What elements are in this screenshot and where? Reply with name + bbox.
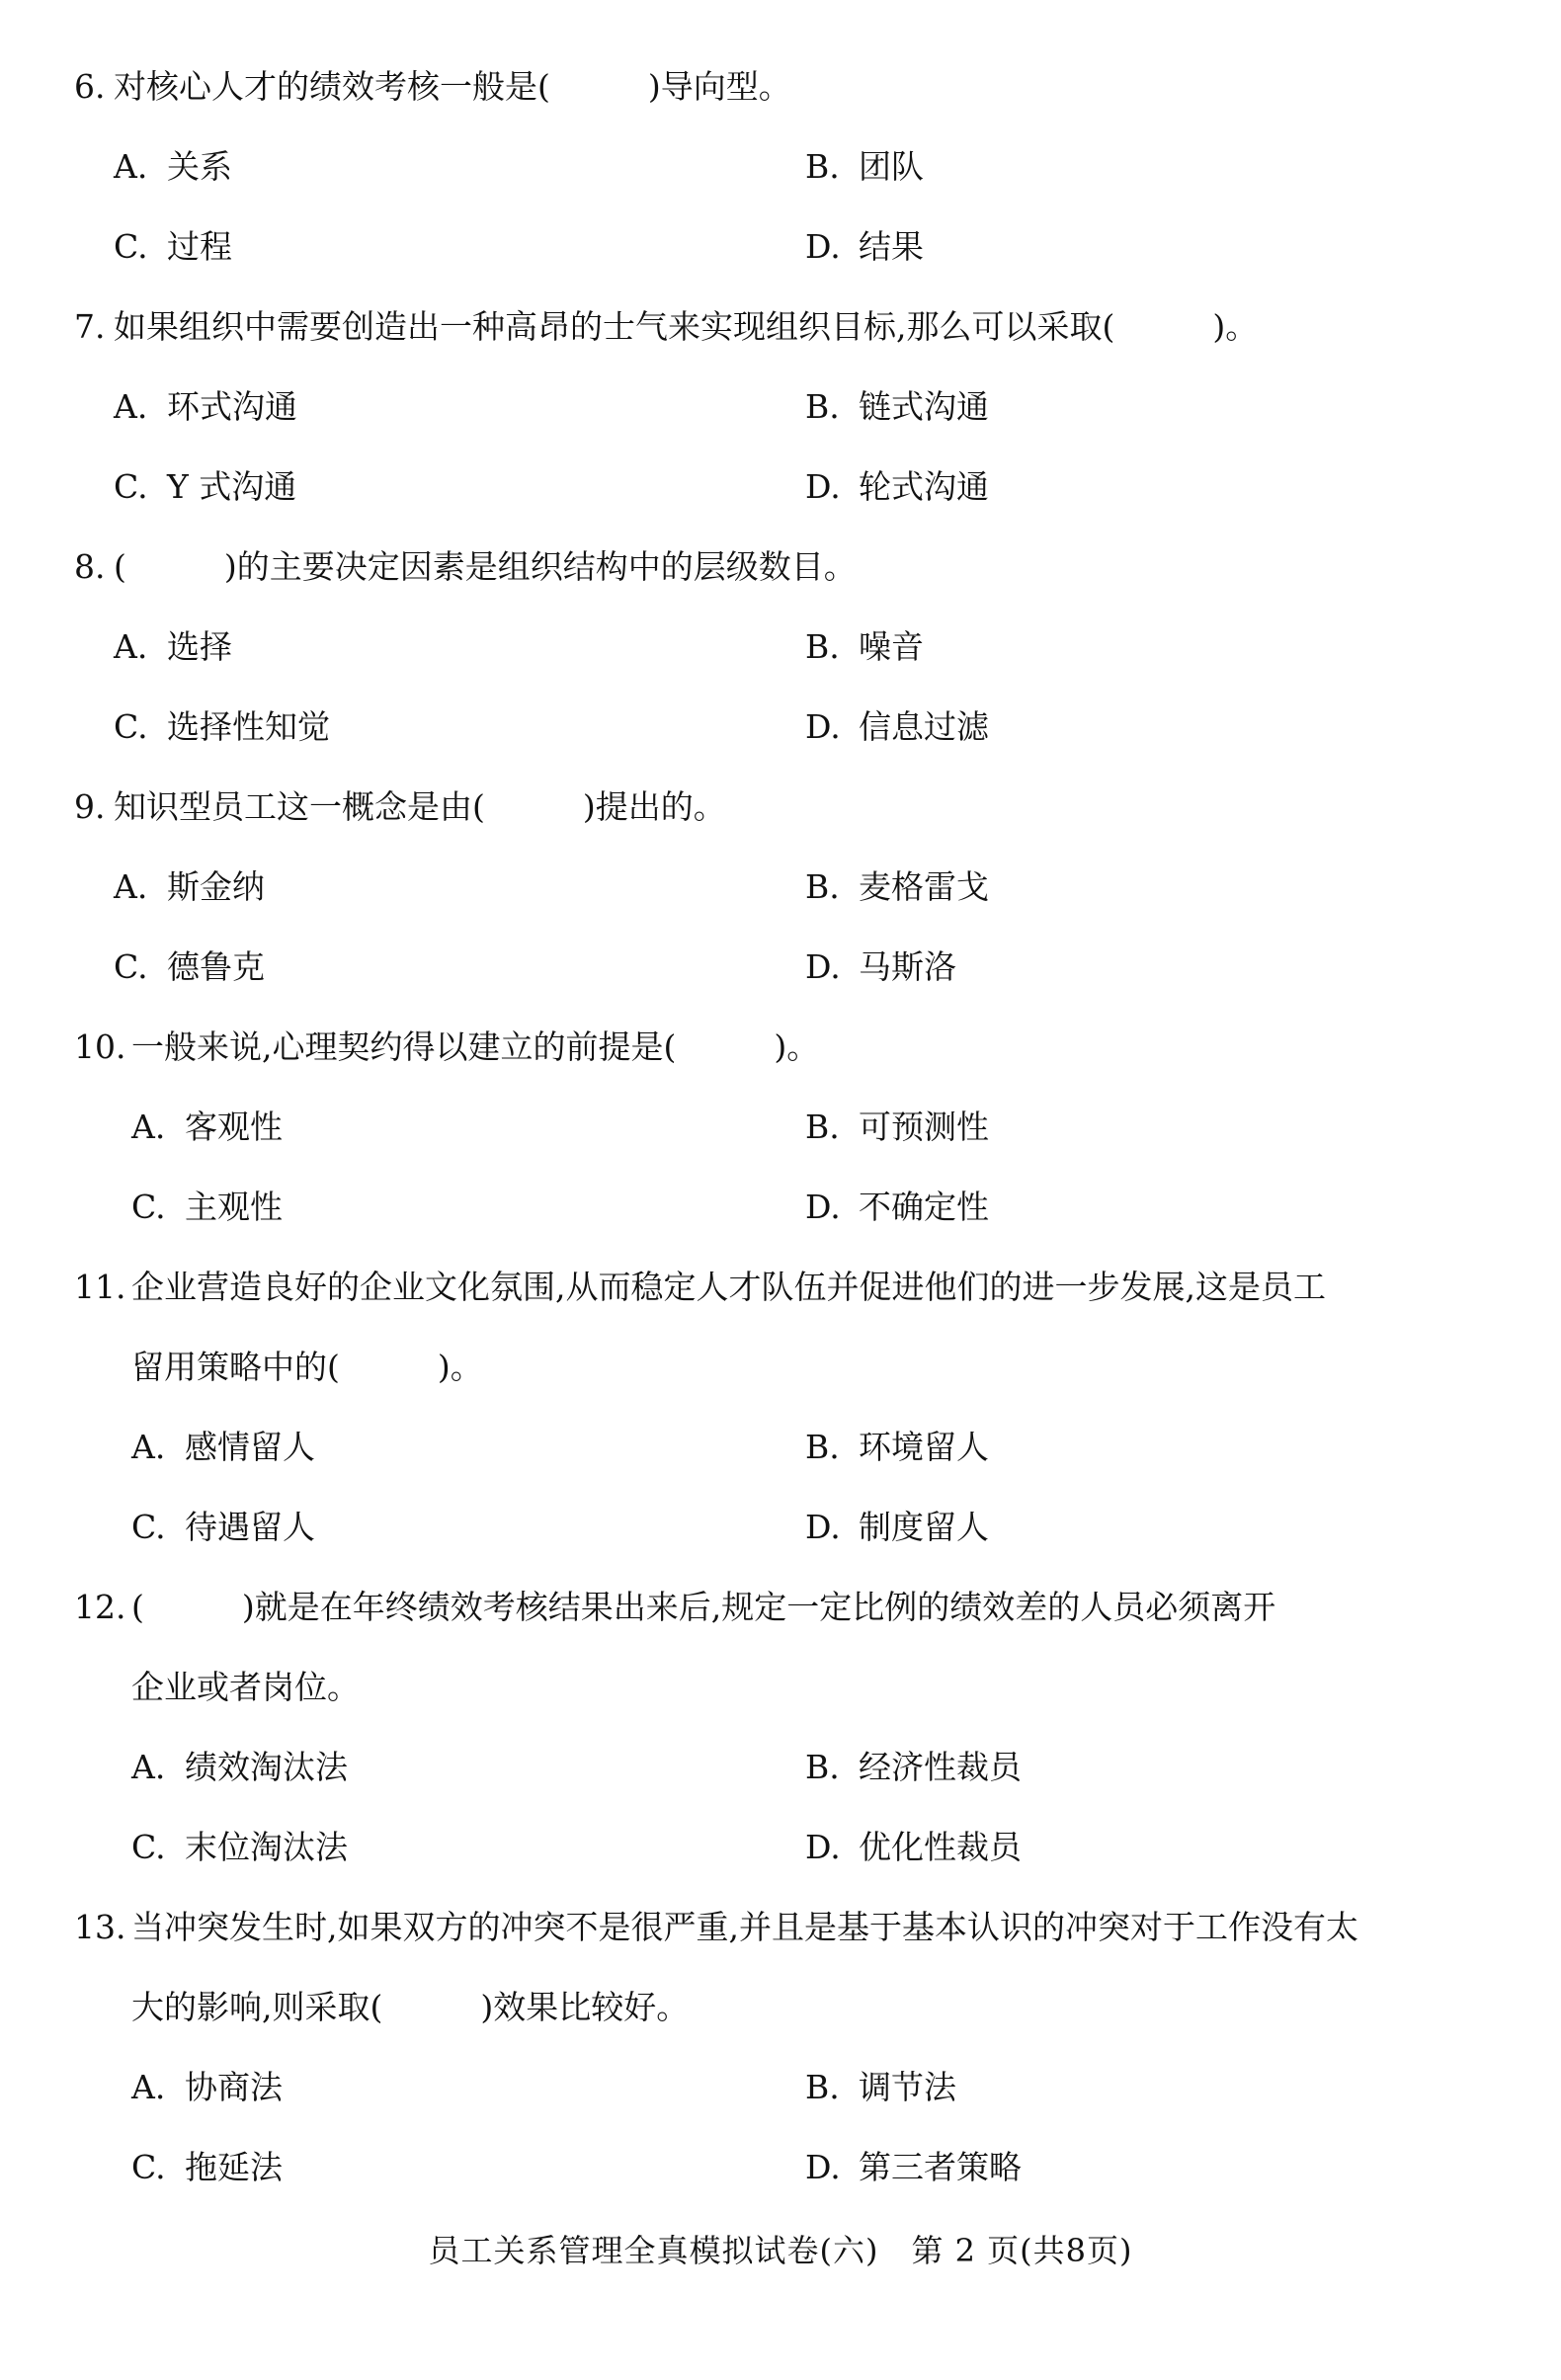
option-d — [805, 1496, 989, 1559]
question-number: 8. — [74, 547, 106, 586]
option-text: 经济性裁员 — [859, 1748, 1022, 1786]
option-text: 环境留人 — [859, 1428, 989, 1466]
option-text: 优化性裁员 — [859, 1828, 1022, 1866]
question-number: 10. — [74, 1027, 126, 1066]
question-text: 当冲突发生时,如果双方的冲突不是很严重,并且是基于基本认识的冲突对于工作没有太 — [131, 1908, 1358, 1946]
question-text: 企业或者岗位。 — [131, 1668, 360, 1706]
option-letter: B. — [805, 1428, 840, 1466]
option-letter: A. — [114, 867, 148, 906]
option-text: 麦格雷戈 — [859, 867, 989, 906]
question-stem — [0, 1016, 1561, 1079]
option-a — [114, 375, 297, 439]
option-row — [0, 856, 1561, 919]
option-row — [0, 375, 1561, 439]
option-letter: C. — [131, 1188, 166, 1226]
question-text: 大的影响,则采取( )效果比较好。 — [131, 1988, 690, 2026]
option-b — [805, 135, 924, 199]
option-text: 主观性 — [185, 1188, 283, 1226]
question-stem-continued — [0, 1976, 1561, 2039]
option-text: 感情留人 — [185, 1428, 315, 1466]
option-text: 制度留人 — [859, 1508, 989, 1546]
option-text: 第三者策略 — [859, 2148, 1022, 2186]
option-letter: D. — [805, 1508, 841, 1546]
option-text: 环式沟通 — [167, 387, 297, 426]
option-letter: C. — [114, 707, 148, 746]
option-text: 客观性 — [185, 1108, 283, 1146]
option-b — [805, 2056, 956, 2119]
option-letter: D. — [805, 947, 841, 986]
option-text: 马斯洛 — [859, 947, 956, 986]
option-row — [0, 455, 1561, 519]
option-text: 团队 — [859, 147, 924, 186]
option-text: 过程 — [167, 227, 232, 266]
option-text: 斯金纳 — [167, 867, 265, 906]
option-row — [0, 1816, 1561, 1879]
option-b — [805, 856, 989, 919]
question-stem — [0, 55, 1561, 119]
option-row — [0, 696, 1561, 759]
option-text: 德鲁克 — [167, 947, 265, 986]
option-row — [0, 135, 1561, 199]
option-d — [805, 936, 956, 999]
option-text: 噪音 — [859, 627, 924, 666]
option-letter: A. — [131, 1748, 166, 1786]
question-number: 9. — [74, 787, 106, 826]
option-text: 末位淘汰法 — [185, 1828, 348, 1866]
question-stem — [0, 1256, 1561, 1319]
option-text: 链式沟通 — [859, 387, 989, 426]
question-text: ( )就是在年终绩效考核结果出来后,规定一定比例的绩效差的人员必须离开 — [131, 1588, 1276, 1626]
option-text: 信息过滤 — [859, 707, 989, 746]
question-text: 知识型员工这一概念是由( )提出的。 — [114, 787, 726, 826]
option-b — [805, 1096, 989, 1159]
question-number: 12. — [74, 1588, 126, 1626]
option-letter: B. — [805, 147, 840, 186]
option-c — [131, 1496, 315, 1559]
option-text: 可预测性 — [859, 1108, 989, 1146]
option-letter: C. — [114, 467, 148, 506]
option-letter: D. — [805, 707, 841, 746]
option-text: 选择 — [167, 627, 232, 666]
option-letter: D. — [805, 1828, 841, 1866]
option-text: 选择性知觉 — [167, 707, 330, 746]
option-b — [805, 1736, 1022, 1799]
option-letter: B. — [805, 627, 840, 666]
option-d — [805, 1816, 1022, 1879]
option-row — [0, 1176, 1561, 1239]
option-a — [114, 616, 232, 679]
option-letter: D. — [805, 1188, 841, 1226]
option-d — [805, 215, 924, 279]
option-c — [114, 215, 232, 279]
option-letter: C. — [114, 947, 148, 986]
question-number: 7. — [74, 307, 106, 346]
option-b — [805, 616, 924, 679]
option-text: Y 式沟通 — [167, 467, 297, 506]
option-c — [114, 696, 330, 759]
option-row — [0, 2056, 1561, 2119]
option-row — [0, 1496, 1561, 1559]
option-a — [131, 1416, 315, 1479]
option-c — [131, 2136, 283, 2199]
option-d — [805, 455, 989, 519]
option-c — [114, 455, 296, 519]
option-text: 轮式沟通 — [859, 467, 989, 506]
option-letter: A. — [131, 1108, 166, 1146]
question-text: 企业营造良好的企业文化氛围,从而稳定人才队伍并促进他们的进一步发展,这是员工 — [131, 1268, 1326, 1306]
option-c — [131, 1816, 348, 1879]
option-a — [131, 1736, 348, 1799]
option-a — [131, 2056, 283, 2119]
option-row — [0, 616, 1561, 679]
option-row — [0, 215, 1561, 279]
question-text: ( )的主要决定因素是组织结构中的层级数目。 — [114, 547, 857, 586]
question-number: 11. — [74, 1268, 126, 1306]
option-letter: D. — [805, 227, 841, 266]
option-a — [114, 135, 232, 199]
option-text: 待遇留人 — [185, 1508, 315, 1546]
option-d — [805, 2136, 1022, 2199]
option-row — [0, 1736, 1561, 1799]
option-letter: C. — [131, 2148, 166, 2186]
question-text: 如果组织中需要创造出一种高昂的士气来实现组织目标,那么可以采取( )。 — [114, 307, 1259, 346]
option-letter: D. — [805, 467, 841, 506]
option-row — [0, 2136, 1561, 2199]
option-text: 绩效淘汰法 — [185, 1748, 348, 1786]
option-letter: B. — [805, 1748, 840, 1786]
option-d — [805, 696, 989, 759]
option-d — [805, 1176, 989, 1239]
question-text: 一般来说,心理契约得以建立的前提是( )。 — [131, 1027, 820, 1066]
question-stem-continued — [0, 1336, 1561, 1399]
option-letter: C. — [114, 227, 148, 266]
question-stem — [0, 776, 1561, 839]
option-text: 协商法 — [185, 2068, 283, 2106]
option-letter: C. — [131, 1508, 166, 1546]
question-text: 留用策略中的( )。 — [131, 1348, 483, 1386]
question-stem — [0, 295, 1561, 359]
question-stem-continued — [0, 1656, 1561, 1719]
option-letter: B. — [805, 387, 840, 426]
question-stem — [0, 1576, 1561, 1639]
option-letter: D. — [805, 2148, 841, 2186]
option-c — [114, 936, 265, 999]
option-letter: A. — [131, 2068, 166, 2106]
question-number: 6. — [74, 67, 106, 106]
option-text: 调节法 — [859, 2068, 956, 2106]
option-row — [0, 1096, 1561, 1159]
question-number: 13. — [74, 1908, 126, 1946]
option-letter: A. — [114, 627, 148, 666]
option-text: 拖延法 — [185, 2148, 283, 2186]
option-text: 关系 — [167, 147, 232, 186]
question-stem — [0, 1896, 1561, 1959]
option-text: 不确定性 — [859, 1188, 989, 1226]
option-a — [131, 1096, 283, 1159]
option-letter: C. — [131, 1828, 166, 1866]
question-stem — [0, 535, 1561, 599]
page-footer: 员工关系管理全真模拟试卷(六) 第 2 页(共8页) — [428, 2232, 1133, 2269]
option-letter: A. — [131, 1428, 166, 1466]
option-row — [0, 1416, 1561, 1479]
option-row — [0, 936, 1561, 999]
option-letter: B. — [805, 1108, 840, 1146]
option-b — [805, 1416, 989, 1479]
option-letter: A. — [114, 147, 148, 186]
option-letter: A. — [114, 387, 148, 426]
option-b — [805, 375, 989, 439]
option-letter: B. — [805, 867, 840, 906]
option-letter: B. — [805, 2068, 840, 2106]
option-a — [114, 856, 265, 919]
question-text: 对核心人才的绩效考核一般是( )导向型。 — [114, 67, 791, 106]
option-text: 结果 — [859, 227, 924, 266]
option-c — [131, 1176, 283, 1239]
